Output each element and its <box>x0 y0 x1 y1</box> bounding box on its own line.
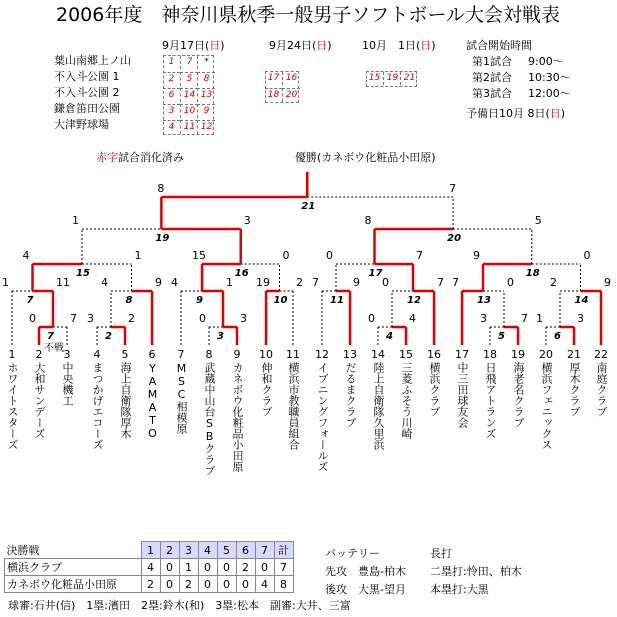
start-time-value: 12:00～ <box>528 87 571 100</box>
score-left: 0 <box>368 312 375 325</box>
scoreboard-cell: 0 <box>255 559 274 576</box>
team-seed: 14 <box>371 348 385 361</box>
team-seed: 8 <box>205 348 213 361</box>
team-seed: 11 <box>286 348 300 361</box>
schedule-game-number: 17 <box>267 73 280 83</box>
start-time-value: 9:00～ <box>528 55 564 68</box>
team-name: 横浜市教職員組合 <box>287 362 300 450</box>
scoreboard-cell: 8 <box>274 576 293 593</box>
scoreboard-cell: 0 <box>198 576 217 593</box>
schedule-game-number: 14 <box>180 88 198 102</box>
bye-label: 不戦 <box>44 343 64 354</box>
start-time-slot: 第1試合 <box>472 55 512 68</box>
venue-name: 葉山南郷上ノ山 <box>54 54 131 67</box>
score-left: 7 <box>312 276 319 289</box>
score-right: 9 <box>604 276 611 289</box>
score-right: 9 <box>155 276 162 289</box>
game-number: 7 <box>26 295 34 306</box>
score-right: 2 <box>128 312 135 325</box>
venue-name: 鎌倉笛田公園 <box>54 102 120 115</box>
score-right: 3 <box>240 312 247 325</box>
scoreboard-header-cell: 6 <box>236 542 255 559</box>
game-number: 12 <box>407 295 421 306</box>
start-times-header: 試合開始時間 <box>466 39 532 52</box>
battery-label: バッテリー <box>325 547 380 560</box>
schedule-game-number: 6 <box>163 88 180 102</box>
team-name: 海老名クラブ <box>512 362 525 428</box>
score-right: 0 <box>507 276 514 289</box>
start-time-slot: 第3試合 <box>472 87 512 100</box>
game-number: 4 <box>386 331 393 342</box>
team-seed: 9 <box>233 348 241 361</box>
game-number: 16 <box>234 268 249 279</box>
schedule-game-number: 4 <box>163 120 180 134</box>
game-number: 14 <box>574 295 589 306</box>
team-name: ホワイトスターズ <box>6 362 19 450</box>
game-number: 8 <box>125 295 133 306</box>
team-seed: 17 <box>455 348 469 361</box>
score-left: 1 <box>2 276 9 289</box>
score-left: 4 <box>22 249 30 262</box>
score-left: 3 <box>87 312 94 325</box>
team-seed: 12 <box>315 348 329 361</box>
venue-name: 大津野球場 <box>54 118 109 131</box>
game-number: 7 <box>47 331 54 342</box>
team-name: 陸上自衛隊久里浜 <box>372 362 385 450</box>
start-time-slot: 第2試合 <box>472 71 512 84</box>
score-left: 0 <box>326 249 333 262</box>
team-name: だるまクラブ <box>344 362 357 428</box>
scoreboard-header-cell: 2 <box>160 542 179 559</box>
schedule-game-number: 18 <box>265 88 282 102</box>
schedule-game-number: 21 <box>400 72 418 85</box>
team-seed: 20 <box>539 348 553 361</box>
scoreboard-cell: 2 <box>236 559 255 576</box>
team-name: 大和サンデーズ <box>33 362 46 439</box>
scoreboard-cell: 4 <box>255 576 274 593</box>
team-seed: 16 <box>427 348 441 361</box>
team-seed: 2 <box>35 348 43 361</box>
battery-home: 後攻 大黒-望月 <box>325 583 406 596</box>
champion-label: 優勝(カネボウ化粧品小田原) <box>295 151 436 164</box>
score-right: 7 <box>70 312 77 325</box>
scoreboard-header-cell: 5 <box>217 542 236 559</box>
schedule-game-number: * <box>197 56 215 69</box>
score-right: 4 <box>409 312 416 325</box>
game-number: 11 <box>330 295 344 306</box>
game-number: 20 <box>447 233 462 244</box>
score-left: 8 <box>364 214 372 227</box>
team-seed: 22 <box>594 348 608 361</box>
game-number: 10 <box>273 295 288 306</box>
team-seed: 13 <box>343 348 357 361</box>
score-left: 9 <box>473 249 480 262</box>
game-number: 19 <box>155 233 170 244</box>
schedule-game-number: 2 <box>163 72 180 86</box>
score-right: 7 <box>416 249 423 262</box>
score-right: 7 <box>521 312 528 325</box>
game-number: 9 <box>196 295 203 306</box>
score-right: 3 <box>243 214 251 227</box>
schedule-game-number: 19 <box>383 72 401 85</box>
scoreboard-cell: 7 <box>274 559 293 576</box>
schedule-game-number: 9 <box>197 104 215 118</box>
battery-visitor: 先攻 豊島-柏木 <box>325 565 406 578</box>
team-seed: 5 <box>121 348 129 361</box>
score-right: 3 <box>577 312 584 325</box>
scoreboard-team: カネボウ化粧品小田原 <box>5 576 142 593</box>
score-left: 19 <box>256 276 270 289</box>
schedule-game-number: 15 <box>368 73 381 83</box>
schedule-game-number: 5 <box>180 72 198 86</box>
scoreboard-cell: 2 <box>179 576 198 593</box>
team-name: 横浜フェニックス <box>540 362 553 450</box>
legend: 赤字試合消化済み <box>96 151 184 164</box>
score-right: 11 <box>56 276 70 289</box>
game-number: 13 <box>477 295 491 306</box>
scoreboard-cell: 4 <box>141 559 160 576</box>
team-seed: 3 <box>63 348 71 361</box>
team-seed: 10 <box>259 348 273 361</box>
schedule-game-number: 20 <box>282 88 300 102</box>
score-right: 0 <box>583 249 591 262</box>
schedule-game-number: 12 <box>197 120 215 134</box>
scoreboard-cell: 0 <box>217 576 236 593</box>
scoreboard-header-cell: 7 <box>255 542 274 559</box>
team-name: 横浜クラブ <box>428 362 441 417</box>
team-name: 海上自衛隊厚木 <box>119 362 132 439</box>
game-number: 3 <box>217 331 224 342</box>
schedule-game-number: 8 <box>197 72 215 86</box>
scoreboard-cell: 0 <box>198 559 217 576</box>
game-number: 18 <box>525 268 540 279</box>
venue-name: 不入斗公園 2 <box>54 86 120 99</box>
score-left: 1 <box>536 312 543 325</box>
final-score-right: 7 <box>449 182 457 195</box>
game-number: 15 <box>76 268 90 279</box>
scoreboard-team: 横浜クラブ <box>5 559 142 576</box>
team-name: 伸和クラブ <box>260 362 273 417</box>
score-right: 2 <box>296 276 303 289</box>
team-name: まつかげエコーズ <box>91 362 104 450</box>
scoreboard-cell: 0 <box>217 559 236 576</box>
team-seed: 21 <box>567 348 581 361</box>
hits-label: 長打 <box>430 547 452 560</box>
page-title: 2006年度 神奈川県秋季一般男子ソフトボール大会対戦表 <box>56 4 560 26</box>
score-right: 7 <box>437 276 444 289</box>
team-name: 中三田球友会 <box>456 362 469 428</box>
team-name: YAMATO <box>146 362 159 440</box>
score-right: 9 <box>353 276 360 289</box>
score-left: 0 <box>29 312 36 325</box>
team-name: カネボウ化粧品小田原 <box>231 362 244 472</box>
team-name: MSC相模原 <box>175 362 188 434</box>
score-right: 1 <box>226 276 233 289</box>
score-left: 4 <box>101 276 108 289</box>
score-left: 2 <box>550 276 557 289</box>
team-seed: 15 <box>399 348 413 361</box>
score-left: 0 <box>382 276 389 289</box>
team-name: 厚木クラブ <box>568 362 581 417</box>
team-seed: 7 <box>177 348 185 361</box>
team-name: 三菱ふそう川崎 <box>400 362 413 439</box>
team-seed: 6 <box>148 348 156 361</box>
game-number: 2 <box>105 331 112 342</box>
start-time-value: 10:30～ <box>528 71 571 84</box>
scoreboard-header <box>5 542 294 559</box>
schedule-game-number: 11 <box>180 120 198 134</box>
scoreboard-row <box>5 559 294 576</box>
scoreboard-header-cell: 3 <box>179 542 198 559</box>
team-name: 武蔵中山台SBクラブ <box>203 362 216 476</box>
scoreboard-cell: 2 <box>141 576 160 593</box>
schedule-date-2: 9月24日(日) <box>269 39 332 52</box>
final-score-left: 8 <box>157 182 165 195</box>
game-number: 17 <box>368 268 383 279</box>
hits-homeruns: 本塁打:大黒 <box>430 583 489 596</box>
schedule-date-1: 9月17日(日) <box>162 39 225 52</box>
score-right: 5 <box>534 214 542 227</box>
scoreboard-cell: 0 <box>160 559 179 576</box>
team-seed: 18 <box>483 348 497 361</box>
team-seed: 1 <box>8 348 16 361</box>
scoreboard-row <box>5 576 294 593</box>
score-left: 0 <box>199 312 206 325</box>
score-left: 3 <box>480 312 487 325</box>
game-number: 6 <box>554 331 561 342</box>
scoreboard-cell: 0 <box>236 576 255 593</box>
schedule-game-number: 13 <box>197 88 215 102</box>
team-seed: 4 <box>93 348 101 361</box>
schedule-game-number: 16 <box>282 72 300 85</box>
score-left: 4 <box>171 276 178 289</box>
scoreboard-cell: 0 <box>160 576 179 593</box>
team-name: 南庭クラブ <box>595 362 608 417</box>
team-name: 中央機工 <box>61 362 74 406</box>
scoreboard-header-cell: 1 <box>141 542 160 559</box>
scoreboard-header-cell: 4 <box>198 542 217 559</box>
team-name: 日飛アトランズ <box>484 362 497 439</box>
schedule-game-number: 3 <box>163 104 180 118</box>
game-number: 5 <box>498 331 505 342</box>
scoreboard-header-cell: 決勝戦 <box>6 543 40 557</box>
team-name: イブニングフォールズ <box>316 362 329 472</box>
score-left: 1 <box>72 214 79 227</box>
score-right: 1 <box>134 249 142 262</box>
hits-doubles: 二塁打:怜田、柏木 <box>430 565 522 578</box>
score-right: 0 <box>282 249 290 262</box>
umpires: 球審:石井(信) 1塁:濱田 2塁:鈴木(和) 3塁:松本 副審:大井、三富 <box>8 599 351 612</box>
score-left: 15 <box>192 249 206 262</box>
schedule-game-number: 1 <box>168 57 175 67</box>
schedule-game-number: 7 <box>180 56 198 69</box>
game-number: 21 <box>301 201 316 212</box>
schedule-game-number: 10 <box>180 104 198 118</box>
reserve-day: 予備日10月 8日(日) <box>466 107 566 120</box>
score-left: 7 <box>452 276 459 289</box>
scoreboard-cell: 1 <box>179 559 198 576</box>
schedule-date-3: 10月 1日(日) <box>362 39 436 52</box>
final-scoreboard <box>4 541 294 593</box>
team-seed: 19 <box>511 348 525 361</box>
scoreboard-header-cell: 計 <box>274 542 293 559</box>
venue-name: 不入斗公園 1 <box>54 70 120 83</box>
